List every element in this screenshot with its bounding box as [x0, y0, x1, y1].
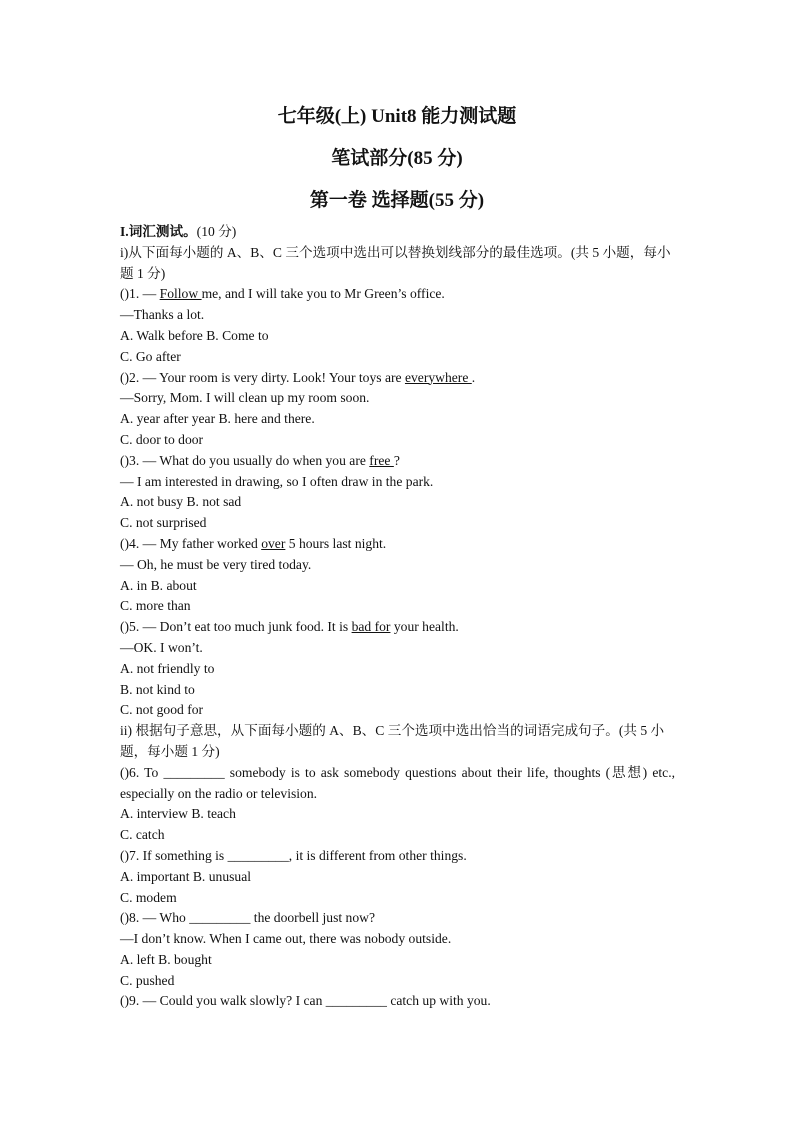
question-5-option-c: C. not good for	[120, 702, 204, 718]
question-2	[120, 368, 675, 389]
question-8: ()8. — Who _________ the doorbell just now?	[120, 910, 375, 926]
question-2-options-ab: A. year after year B. here and there.	[120, 411, 315, 427]
part1-sub-i-instruction: i)从下面每小题的 A、B、C 三个选项中选出可以替换划线部分的最佳选项。(共 5 小题，每小题 1 分)	[120, 244, 671, 281]
question-7: ()7. If something is _________, it is different from other things.	[120, 847, 467, 863]
question-8-option-c: C. pushed	[120, 972, 175, 988]
question-5-prefix: ()5. — Don’t eat too much junk food. It is	[120, 619, 352, 635]
question-3	[120, 451, 675, 472]
question-4-options-ab: A. in B. about	[120, 577, 197, 593]
question-6-options-ab: A. interview B. teach	[120, 806, 236, 822]
question-4-response: — Oh, he must be very tired today.	[120, 556, 312, 572]
part1-sub-ii-instruction: ii) 根据句子意思，从下面每小题的 A、B、C 三个选项中选出恰当的词语完成句子。(共 5 小题，每小题 1 分)	[120, 723, 665, 759]
question-8-options-ab: A. left B. bought	[120, 951, 212, 967]
question-5-suffix: your health.	[390, 619, 459, 635]
question-3-underlined: free	[369, 452, 394, 468]
question-5	[120, 617, 675, 638]
document-body	[120, 222, 675, 1012]
question-3-option-c: C. not surprised	[120, 515, 207, 531]
question-6-option-c: C. catch	[120, 827, 165, 843]
question-4-option-c: C. more than	[120, 598, 191, 614]
question-2-prefix: ()2. — Your room is very dirty. Look! Your toys are	[120, 369, 405, 385]
question-3-options-ab: A. not busy B. not sad	[120, 494, 242, 510]
part1-heading-score: (10 分)	[196, 224, 237, 239]
question-3-response: — I am interested in drawing, so I often draw in the park.	[120, 473, 434, 489]
question-5-response: —OK. I won’t.	[120, 639, 203, 655]
document-title: 七年级(上) Unit8 能力测试题	[277, 106, 517, 127]
question-3-prefix: ()3. — What do you usually do when you are	[120, 452, 370, 468]
question-1-response: —Thanks a lot.	[120, 307, 205, 323]
question-7-options-ab: A. important B. unusual	[120, 868, 252, 884]
question-2-underlined: everywhere	[404, 369, 472, 385]
question-4-prefix: ()4. — My father worked	[120, 535, 262, 551]
question-6: ()6. To _________ somebody is to ask somebody questions about their life, thoughts (思想) etc., especially on the radio or television.	[120, 764, 675, 801]
question-5-option-b: B. not kind to	[120, 681, 195, 697]
question-4-underlined: over	[261, 535, 286, 551]
question-2-suffix: .	[471, 369, 476, 385]
question-8-response: —I don’t know. When I came out, there was nobody outside.	[120, 931, 452, 947]
question-7-option-c: C. modem	[120, 889, 177, 905]
part1-heading-label: I.词汇测试。	[120, 224, 197, 239]
question-9: ()9. — Could you walk slowly? I can _________ catch up with you.	[120, 993, 491, 1009]
question-1-option-c: C. Go after	[120, 348, 181, 364]
question-1-prefix: ()1. —	[120, 286, 160, 302]
question-5-underlined: bad for	[351, 619, 391, 635]
question-4-suffix: 5 hours last night.	[285, 535, 387, 551]
part1-heading	[120, 222, 675, 243]
question-5-option-a: A. not friendly to	[120, 660, 215, 676]
question-2-response: —Sorry, Mom. I will clean up my room soon.	[120, 390, 370, 406]
question-1-suffix: me, and I will take you to Mr Green’s office.	[201, 286, 445, 302]
question-3-suffix: ?	[393, 452, 400, 468]
question-1-underlined: Follow	[159, 286, 202, 302]
section-heading: 第一卷 选择题(55 分)	[309, 190, 485, 211]
question-1	[120, 284, 675, 305]
question-4	[120, 534, 675, 555]
question-2-option-c: C. door to door	[120, 431, 204, 447]
document-subtitle: 笔试部分(85 分)	[331, 148, 463, 169]
question-1-options-ab: A. Walk before B. Come to	[120, 327, 269, 343]
